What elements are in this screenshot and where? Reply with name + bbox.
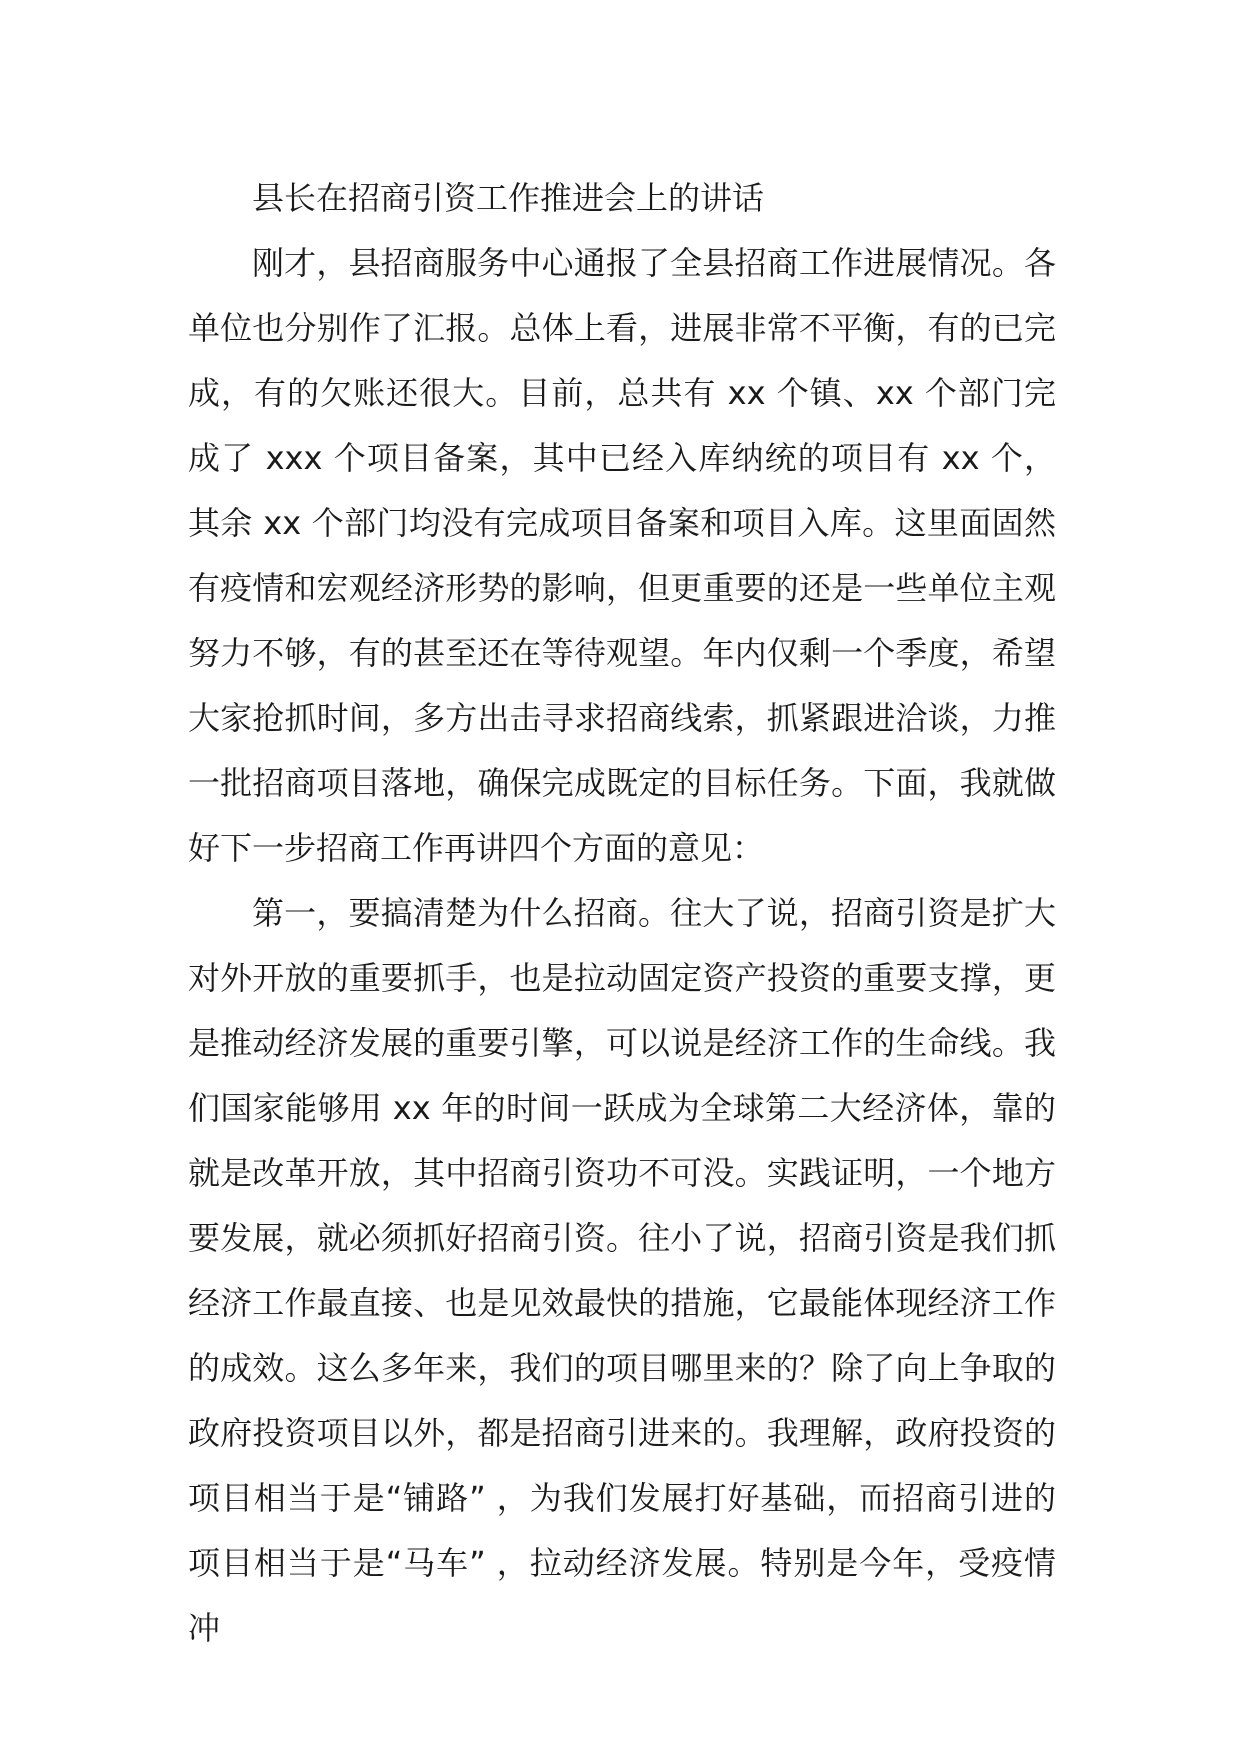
paragraph-intro: 刚才，县招商服务中心通报了全县招商工作进展情况。各单位也分别作了汇报。总体上看，进展非常不平衡，有的已完成，有的欠账还很大。目前，总共有 xx 个镇、xx 个部门完成了 xxx 个项目备案，其中已经入库纳统的项目有 xx 个，其余 xx 个部门均没有完成项目备案和项目入库。这里面固然有疫情和宏观经济形势的影响，但更重要的还是一些单位主观努力不够，有的甚至还在等待观望。年内仅剩一个季度，希望大家抢抓时间，多方出击寻求招商线索，抓紧跟进洽谈，力推一批招商项目落地，确保完成既定的目标任务。下面，我就做好下一步招商工作再讲四个方面的意见： <box>188 244 1056 867</box>
paragraph-point-one: 第一，要搞清楚为什么招商。往大了说，招商引资是扩大对外开放的重要抓手，也是拉动固定资产投资的重要支撑，更是推动经济发展的重要引擎，可以说是经济工作的生命线。我们国家能够用 xx 年的时间一跃成为全球第二大经济体，靠的就是改革开放，其中招商引资功不可没。实践证明，一个地方要发展，就必须抓好招商引资。往小了说，招商引资是我们抓经济工作最直接、也是见效最快的措施，它最能体现经济工作的成效。这么多年来，我们的项目哪里来的？除了向上争取的政府投资项目以外，都是招商引进来的。我理解，政府投资的项目相当于是“铺路” ，为我们发展打好基础，而招商引进的项目相当于是“马车” ，拉动经济发展。特别是今年，受疫情冲 <box>188 894 1056 1647</box>
document-body <box>188 166 1056 1661</box>
document-title: 县长在招商引资工作推进会上的讲话 <box>252 179 765 217</box>
